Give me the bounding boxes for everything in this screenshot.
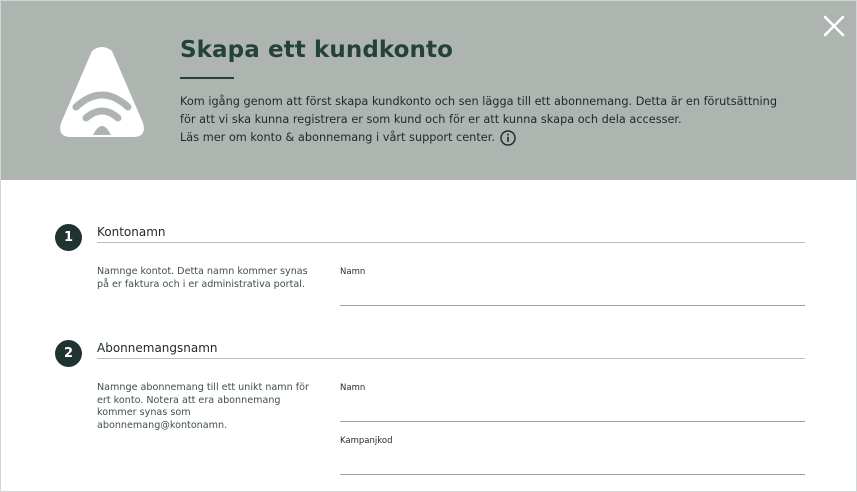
close-icon[interactable] <box>821 13 847 39</box>
section-title-subscription-name: Abonnemangsnamn <box>97 341 218 355</box>
campaign-code-field[interactable] <box>340 436 805 475</box>
section-description: Namnge kontot. Detta namn kommer synas på er faktura och i er administrativa portal. <box>97 266 308 290</box>
intro-line: för att vi ska kunna registrera er som kund och för er att kunna skapa och dela accesser. <box>180 113 682 126</box>
dialog-title: Skapa ett kundkonto <box>180 37 454 63</box>
support-info-line <box>180 129 800 147</box>
info-icon[interactable] <box>500 130 516 146</box>
account-name-input[interactable] <box>340 281 805 301</box>
support-link-text: Läs mer om konto & abonnemang i vårt support center. <box>180 131 495 144</box>
intro-line: Kom igång genom att först skapa kundkonto och sen lägga till ett abonnemang. Detta är en förutsättning <box>180 95 777 108</box>
field-label: Namn <box>340 267 366 277</box>
subscription-name-field[interactable] <box>340 383 805 422</box>
intro-text <box>180 93 800 147</box>
campaign-code-input[interactable] <box>340 450 805 470</box>
subscription-name-input[interactable] <box>340 397 805 417</box>
section-description: Namnge abonnemang till ett unikt namn för ert konto. Notera att era abonnemang kommer synas som abonnemang@kontonamn. <box>97 382 309 431</box>
logo-icon <box>59 43 145 139</box>
section-title-account-name: Kontonamn <box>97 225 166 239</box>
account-name-field[interactable] <box>340 267 805 306</box>
dialog-header <box>1 1 856 180</box>
step-badge-1: 1 <box>55 224 82 251</box>
step-badge-2: 2 <box>55 340 82 367</box>
title-underline <box>180 77 234 79</box>
field-label: Kampanjkod <box>340 436 393 446</box>
field-label: Namn <box>340 383 366 393</box>
section-divider <box>97 358 805 359</box>
section-divider <box>97 242 805 243</box>
